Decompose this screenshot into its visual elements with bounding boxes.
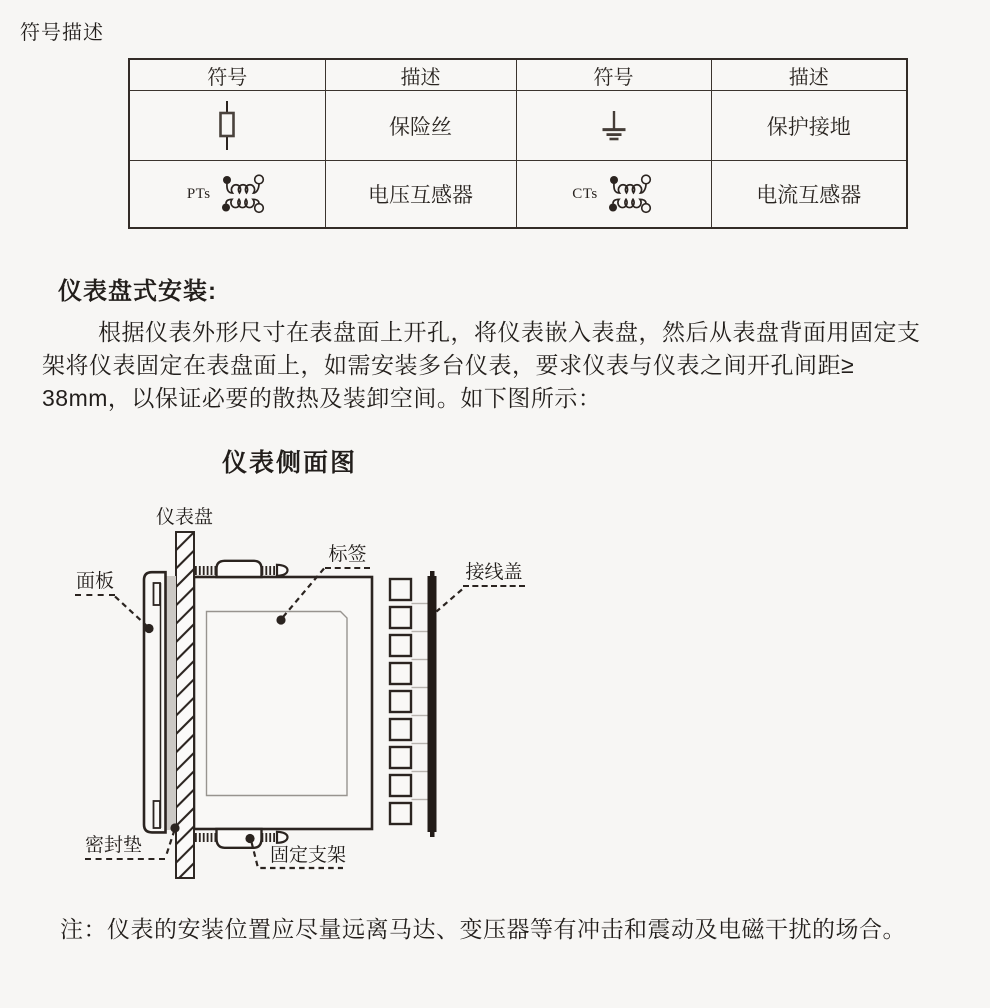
- protective-earth-icon: [517, 110, 711, 142]
- label-bracket: 固定支架: [270, 845, 347, 866]
- label-gasket: 密封垫: [85, 835, 165, 860]
- terminal-block: [390, 579, 411, 824]
- front-panel-leader: [115, 597, 148, 627]
- section-heading: 仪表盘式安装:: [58, 278, 217, 305]
- wiring-cover-leader: [437, 590, 463, 612]
- terminal-dividers: [412, 604, 428, 800]
- header-symbol-1: 符号: [129, 59, 325, 91]
- pt-desc: 电压互感器: [325, 161, 516, 229]
- gasket-strip: [166, 576, 177, 830]
- table-row: [129, 91, 907, 161]
- ct-symbol-label: CTs: [572, 185, 598, 202]
- figure-title: 仪表侧面图: [222, 449, 358, 477]
- label-wiring-cover: 接线盖: [463, 562, 525, 587]
- meter-body: [194, 577, 372, 829]
- earth-desc: 保护接地: [711, 91, 907, 161]
- page-title: 符号描述: [20, 22, 104, 44]
- transformer-coil-icon: [218, 170, 268, 218]
- label-sticker: 标签: [325, 544, 370, 569]
- wiring-cover-bar: [428, 571, 437, 837]
- transformer-coil-icon: [605, 170, 655, 218]
- symbol-table: [128, 58, 908, 229]
- paragraph-line: 根据仪表外形尺寸在表盘面上开孔，将仪表嵌入表盘，然后从表盘背面用固定支: [98, 319, 921, 345]
- paragraph-line: 38mm，以保证必要的散热及装卸空间。如下图所示：: [42, 385, 602, 411]
- header-desc-2: 描述: [711, 59, 907, 91]
- header-desc-1: 描述: [325, 59, 516, 91]
- table-header-row: [129, 59, 907, 91]
- table-row: [129, 161, 907, 229]
- ct-desc: 电流互感器: [711, 161, 907, 229]
- top-bracket-screw: [195, 561, 288, 577]
- front-bezel: [144, 572, 166, 832]
- fuse-icon: [130, 100, 325, 152]
- gasket-leader: [166, 830, 175, 858]
- label-front-panel: 面板: [75, 571, 115, 596]
- fuse-desc: 保险丝: [325, 91, 516, 161]
- bottom-note: 注：仪表的安装位置应尽量远离马达、变压器等有冲击和震动及电磁干扰的场合。: [60, 916, 906, 942]
- paragraph-line: 架将仪表固定在表盘面上，如需安装多台仪表，要求仪表与仪表之间开孔间距≥: [42, 352, 855, 378]
- header-symbol-2: 符号: [516, 59, 711, 91]
- side-view-diagram: [0, 490, 600, 900]
- ct-symbol: [517, 170, 711, 218]
- pt-symbol-label: PTs: [186, 185, 211, 202]
- pt-symbol: [130, 170, 325, 218]
- body-paragraph: [42, 316, 977, 415]
- label-panel-board: 仪表盘: [156, 507, 214, 528]
